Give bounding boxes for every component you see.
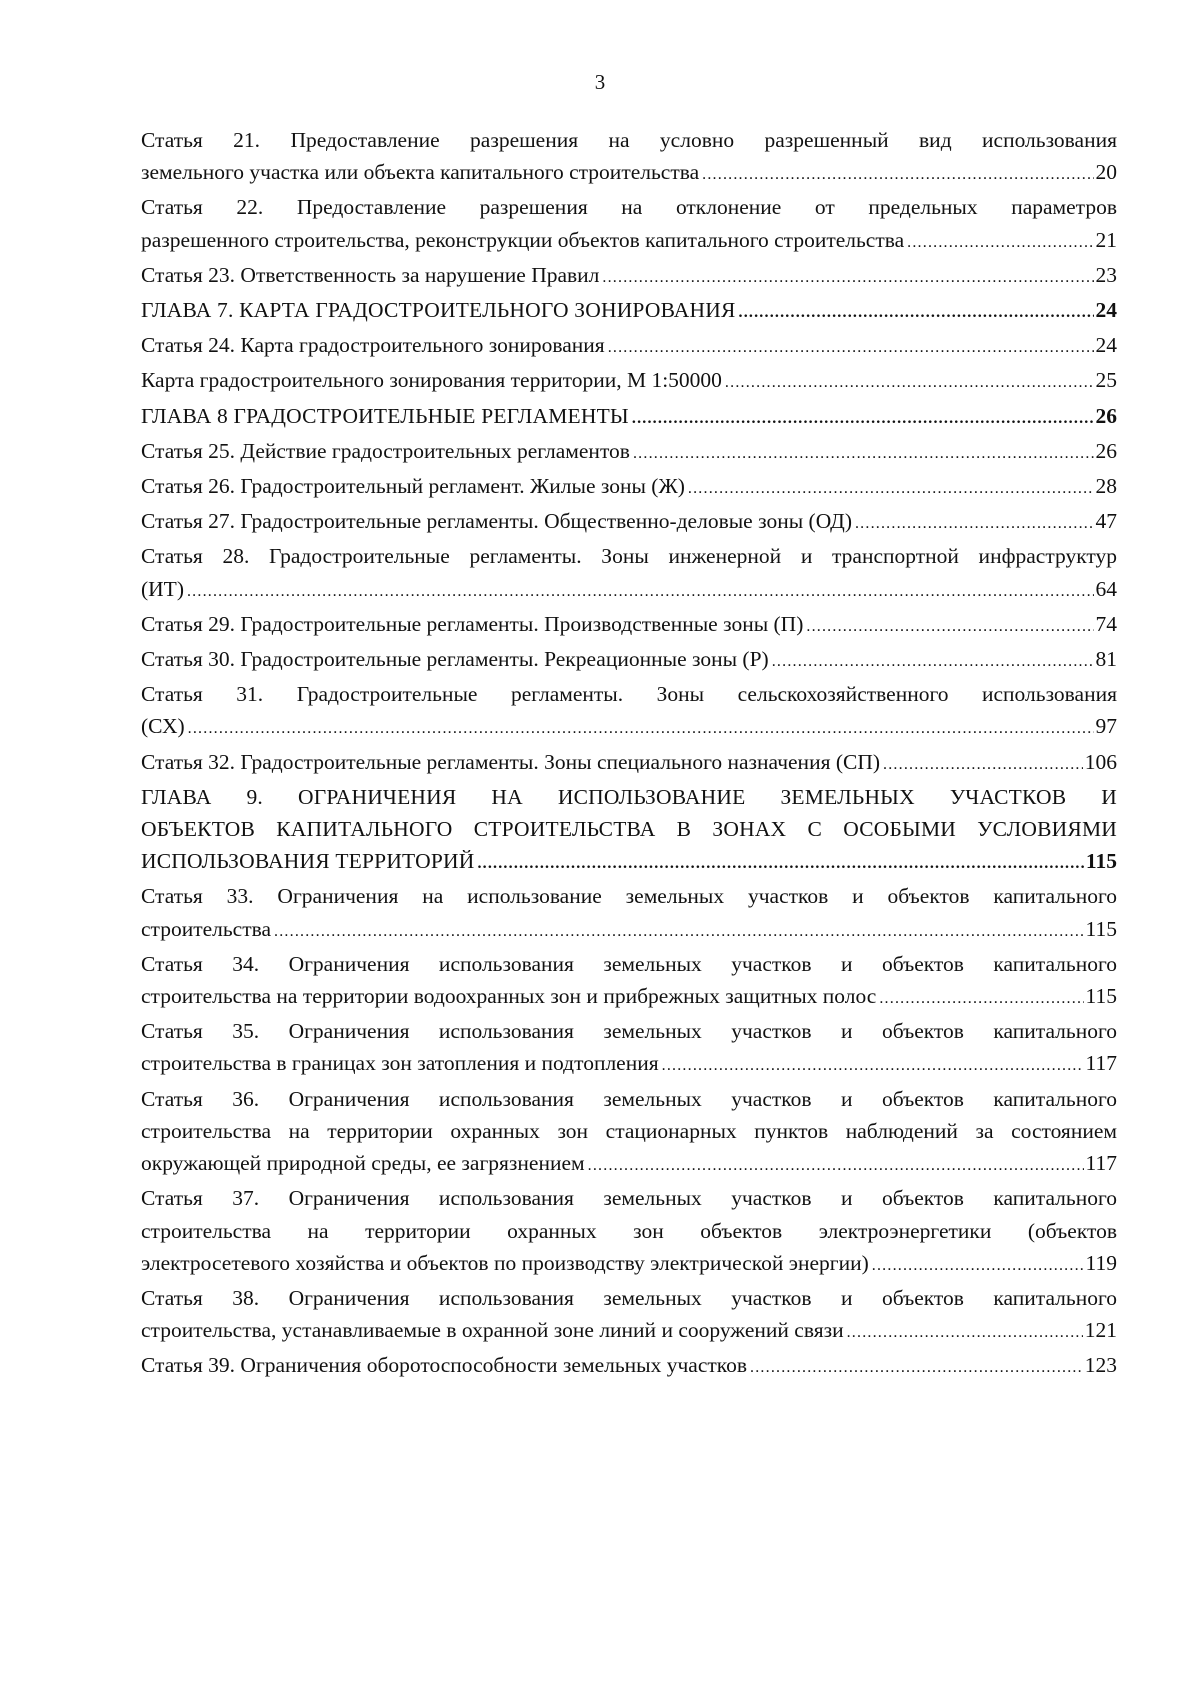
- toc-entry-line: [141, 1314, 1117, 1349]
- toc-entry-line: [141, 1282, 1117, 1314]
- toc-entry-text: электросетевого хозяйства и объектов по производству электрической энергии): [141, 1250, 869, 1275]
- toc-page-number: 115: [1085, 916, 1117, 941]
- dot-leader: [632, 400, 1094, 435]
- toc-entry-text: земельного участка или объекта капитального строительства: [141, 160, 700, 185]
- toc-entry-line: [141, 913, 1117, 948]
- dot-leader: [602, 259, 1093, 294]
- toc-chapter-entry[interactable]: [141, 400, 1117, 435]
- toc-entry-line: [141, 1047, 1117, 1082]
- toc-entry-line: [141, 470, 1117, 505]
- toc-entry-text: Статья 28. Градостроительные регламенты. Зоны инженерной и транспортной инфраструктур: [141, 544, 1117, 569]
- toc-entry-line: [141, 573, 1117, 608]
- toc-article-entry[interactable]: [141, 505, 1117, 540]
- toc-entry-line: [141, 781, 1117, 813]
- toc-entry-line: [141, 1247, 1117, 1282]
- toc-entry-text: ГЛАВА 7. КАРТА ГРАДОСТРОИТЕЛЬНОГО ЗОНИРОВАНИЯ: [141, 298, 736, 323]
- toc-page-number: 106: [1084, 749, 1117, 774]
- toc-page-number: 47: [1095, 509, 1117, 534]
- toc-entry-text: ГЛАВА 8 ГРАДОСТРОИТЕЛЬНЫЕ РЕГЛАМЕНТЫ: [141, 403, 629, 428]
- toc-entry-text: Статья 36. Ограничения использования земельных участков и объектов капитального: [141, 1086, 1117, 1111]
- toc-entry-line: [141, 400, 1117, 435]
- toc-page-number: 81: [1095, 647, 1117, 672]
- toc-entry-line: [141, 845, 1117, 880]
- dot-leader: [883, 746, 1083, 781]
- toc-article-entry[interactable]: [141, 1182, 1117, 1282]
- toc-article-entry[interactable]: [141, 1282, 1117, 1349]
- toc-article-entry[interactable]: [141, 1349, 1117, 1384]
- dot-leader: [772, 643, 1094, 678]
- dot-leader: [688, 470, 1094, 505]
- toc-entry-line: [141, 1115, 1117, 1147]
- toc-entry-line: [141, 435, 1117, 470]
- dot-leader: [806, 608, 1093, 643]
- toc-page-number: 20: [1095, 160, 1117, 185]
- toc-entry-text: Статья 29. Градостроительные регламенты. Производственные зоны (П): [141, 611, 804, 636]
- dot-leader: [872, 1247, 1084, 1282]
- toc-article-entry[interactable]: [141, 470, 1117, 505]
- toc-page-number: 117: [1085, 1151, 1117, 1176]
- toc-entry-text: Статья 33. Ограничения на использование земельных участков и объектов капитального: [141, 884, 1117, 909]
- dot-leader: [725, 364, 1094, 399]
- toc-entry-text: Статья 27. Градостроительные регламенты. Общественно-деловые зоны (ОД): [141, 509, 852, 534]
- page-number: 3: [594, 70, 606, 94]
- toc-entry-text: (ИТ): [141, 576, 184, 601]
- toc-entry-text: строительства на территории охранных зон стационарных пунктов наблюдений за состоянием: [141, 1118, 1117, 1143]
- toc-entry-text: Статья 24. Карта градостроительного зонирования: [141, 333, 605, 358]
- dot-leader: [274, 913, 1084, 948]
- toc-entry-line: [141, 329, 1117, 364]
- toc-article-entry[interactable]: [141, 1083, 1117, 1183]
- dot-leader: [847, 1314, 1083, 1349]
- toc-entry-line: [141, 813, 1117, 845]
- toc-entry-text: строительства, устанавливаемые в охранной зоне линий и сооружений связи: [141, 1318, 844, 1343]
- dot-leader: [907, 224, 1093, 259]
- toc-entry-line: [141, 880, 1117, 912]
- toc-entry-line: [141, 1215, 1117, 1247]
- table-of-contents: [141, 124, 1117, 1385]
- toc-article-entry[interactable]: [141, 435, 1117, 470]
- dot-leader: [477, 845, 1083, 880]
- toc-entry-text: строительства на территории водоохранных зон и прибрежных защитных полос: [141, 984, 877, 1009]
- toc-entry-line: [141, 1015, 1117, 1047]
- toc-entry-text: Статья 34. Ограничения использования земельных участков и объектов капитального: [141, 951, 1117, 976]
- dot-leader: [855, 505, 1094, 540]
- toc-page-number: 119: [1085, 1250, 1117, 1275]
- toc-entry-line: [141, 746, 1117, 781]
- toc-chapter-entry[interactable]: [141, 781, 1117, 881]
- toc-entry-text: Статья 30. Градостроительные регламенты. Рекреационные зоны (Р): [141, 647, 769, 672]
- toc-entry-line: [141, 1182, 1117, 1214]
- toc-chapter-entry[interactable]: [141, 294, 1117, 329]
- toc-article-entry[interactable]: [141, 259, 1117, 294]
- dot-leader: [608, 329, 1094, 364]
- toc-page-number: 117: [1085, 1051, 1117, 1076]
- toc-page-number: 121: [1084, 1318, 1117, 1343]
- toc-page-number: 115: [1085, 984, 1117, 1009]
- toc-entry-text: Статья 22. Предоставление разрешения на отклонение от предельных параметров: [141, 195, 1117, 220]
- toc-entry-line: [141, 294, 1117, 329]
- toc-page-number: 24: [1095, 333, 1117, 358]
- toc-article-entry[interactable]: [141, 880, 1117, 947]
- toc-entry-text: Статья 21. Предоставление разрешения на условно разрешенный вид использования: [141, 128, 1117, 152]
- toc-entry-line: [141, 191, 1117, 223]
- toc-entry-text: разрешенного строительства, реконструкции объектов капитального строительства: [141, 227, 905, 252]
- toc-entry-text: строительства: [141, 916, 272, 941]
- dot-leader: [879, 980, 1083, 1015]
- toc-page-number: 26: [1095, 403, 1117, 428]
- toc-page-number: 24: [1095, 298, 1117, 323]
- toc-article-entry[interactable]: [141, 1015, 1117, 1082]
- toc-entry-text: Статья 25. Действие градостроительных регламентов: [141, 438, 630, 463]
- toc-entry-text: Статья 38. Ограничения использования земельных участков и объектов капитального: [141, 1285, 1117, 1310]
- toc-article-entry[interactable]: [141, 746, 1117, 781]
- toc-entry-line: [141, 224, 1117, 259]
- dot-leader: [750, 1349, 1083, 1384]
- toc-entry-text: ИСПОЛЬЗОВАНИЯ ТЕРРИТОРИЙ: [141, 849, 475, 874]
- toc-entry-text: ОБЪЕКТОВ КАПИТАЛЬНОГО СТРОИТЕЛЬСТВА В ЗОНАХ С ОСОБЫМИ УСЛОВИЯМИ: [141, 817, 1117, 842]
- toc-entry-line: [141, 1147, 1117, 1182]
- dot-leader: [633, 435, 1094, 470]
- toc-article-entry[interactable]: [141, 364, 1117, 399]
- toc-entry-line: [141, 156, 1117, 191]
- dot-leader: [188, 710, 1094, 745]
- toc-entry-line: [141, 678, 1117, 710]
- toc-entry-text: Статья 39. Ограничения оборотоспособности земельных участков: [141, 1353, 748, 1378]
- toc-entry-line: [141, 505, 1117, 540]
- dot-leader: [187, 573, 1094, 608]
- toc-entry-text: (СХ): [141, 714, 185, 739]
- toc-entry-text: Статья 23. Ответственность за нарушение Правил: [141, 262, 600, 287]
- toc-page-number: 23: [1095, 262, 1117, 287]
- toc-article-entry[interactable]: [141, 948, 1117, 1015]
- toc-page-number: 64: [1095, 576, 1117, 601]
- toc-article-entry[interactable]: [141, 643, 1117, 678]
- toc-page-number: 21: [1095, 227, 1117, 252]
- toc-entry-line: [141, 124, 1117, 156]
- dot-leader: [588, 1147, 1084, 1182]
- toc-entry-line: [141, 608, 1117, 643]
- toc-entry-line: [141, 643, 1117, 678]
- toc-page-number: 97: [1095, 714, 1117, 739]
- toc-article-entry[interactable]: [141, 678, 1117, 745]
- toc-entry-line: [141, 1349, 1117, 1384]
- toc-entry-line: [141, 540, 1117, 572]
- toc-page-number: 115: [1085, 849, 1117, 874]
- toc-entry-text: строительства на территории охранных зон объектов электроэнергетики (объектов: [141, 1218, 1117, 1243]
- toc-entry-text: Статья 32. Градостроительные регламенты. Зоны специального назначения (СП): [141, 749, 881, 774]
- toc-entry-text: строительства в границах зон затопления и подтопления: [141, 1051, 659, 1076]
- toc-page-number: 28: [1095, 474, 1117, 499]
- toc-page-number: 26: [1095, 438, 1117, 463]
- toc-entry-line: [141, 948, 1117, 980]
- toc-entry-line: [141, 259, 1117, 294]
- toc-article-entry[interactable]: [141, 329, 1117, 364]
- toc-entry-text: ГЛАВА 9. ОГРАНИЧЕНИЯ НА ИСПОЛЬЗОВАНИЕ ЗЕМЕЛЬНЫХ УЧАСТКОВ И: [141, 784, 1117, 809]
- toc-article-entry[interactable]: [141, 191, 1117, 258]
- toc-entry-text: Статья 31. Градостроительные регламенты. Зоны сельскохозяйственного использования: [141, 682, 1117, 707]
- toc-entry-line: [141, 1083, 1117, 1115]
- toc-entry-text: Карта градостроительного зонирования территории, М 1:50000: [141, 368, 722, 393]
- toc-entry-text: Статья 35. Ограничения использования земельных участков и объектов капитального: [141, 1019, 1117, 1044]
- dot-leader: [702, 156, 1093, 191]
- toc-entry-text: окружающей природной среды, ее загрязнением: [141, 1151, 585, 1176]
- toc-entry-line: [141, 710, 1117, 745]
- toc-entry-line: [141, 980, 1117, 1015]
- toc-page-number: 123: [1084, 1353, 1117, 1378]
- toc-entry-text: Статья 26. Градостроительный регламент. Жилые зоны (Ж): [141, 474, 685, 499]
- toc-page-number: 25: [1095, 368, 1117, 393]
- toc-article-entry[interactable]: [141, 540, 1117, 607]
- toc-entry-line: [141, 364, 1117, 399]
- dot-leader: [739, 294, 1094, 329]
- dot-leader: [662, 1047, 1084, 1082]
- toc-article-entry[interactable]: [141, 608, 1117, 643]
- toc-entry-text: Статья 37. Ограничения использования земельных участков и объектов капитального: [141, 1186, 1117, 1211]
- toc-article-entry[interactable]: [141, 124, 1117, 191]
- toc-page-number: 74: [1095, 611, 1117, 636]
